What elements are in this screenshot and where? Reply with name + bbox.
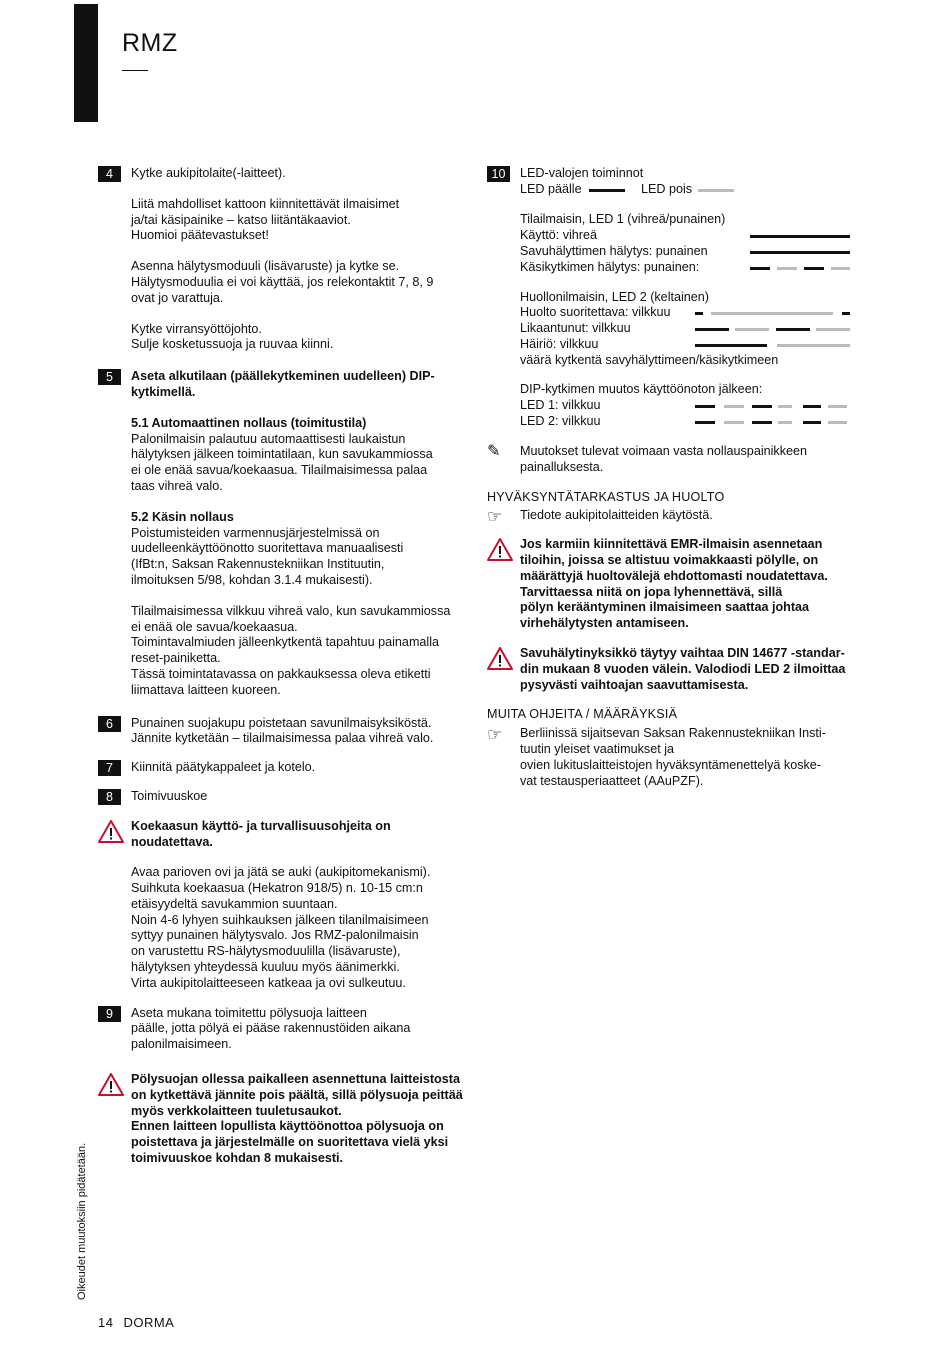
led-pattern xyxy=(695,344,850,347)
warning-dust-cover xyxy=(98,1072,470,1167)
left-column xyxy=(98,166,470,1181)
note-reset xyxy=(487,444,857,476)
header-bar xyxy=(74,4,98,122)
section-heading-inspection: HYVÄKSYNTÄTARKASTUS JA HUOLTO xyxy=(487,489,725,504)
warning-dust xyxy=(487,537,857,632)
info-text: Tiedote aukipitolaitteiden käytöstä. xyxy=(520,508,713,523)
led-on-label: LED päälle xyxy=(520,181,582,196)
led-on-line xyxy=(589,189,625,192)
warning-text: Jos karmiin kiinnitettävä EMR-ilmaisin asennetaan tiloihin, joissa se altistuu voimakkaasti pölylle, on määrättyjä huoltovälejä ehdottomasti noudatettava. Tarvittaessa niitä on jopa lyhennettävä, sillä pölyn kerääntyminen ilmaisimeen saattaa johtaa virhehälytysten antamiseen. xyxy=(520,537,828,631)
step-number: 4 xyxy=(98,166,121,182)
step-6 xyxy=(98,716,470,748)
led2-row-4: väärä kytkentä savyhälyttimeen/käsikytkimeen xyxy=(520,353,779,368)
warning-replace xyxy=(487,646,857,693)
step-5 xyxy=(98,369,470,698)
right-column xyxy=(487,166,857,803)
step-10 xyxy=(487,166,857,198)
warning-text: Koekaasun käyttö- ja turvallisuusohjeita on noudatettava. xyxy=(131,818,391,849)
led1-row-2: Savuhälyttimen hälytys: punainen xyxy=(520,244,857,260)
dip-row-2: LED 2: vilkkuu xyxy=(520,414,857,430)
step-7 xyxy=(98,760,470,776)
brand-name: DORMA xyxy=(123,1315,175,1330)
led2-section xyxy=(487,290,857,370)
note-text: Muutokset tulevat voimaan vasta nollauspainikkeen painalluksesta. xyxy=(520,443,808,474)
step-4-para-3: Kytke virransyöttöjohto. Sulje kosketussuoja ja ruuvaa kiinni. xyxy=(131,321,334,352)
led-pattern xyxy=(750,267,850,270)
page-number: 14 xyxy=(98,1315,114,1330)
led-legend xyxy=(520,182,857,198)
pencil-icon: ✎ xyxy=(487,442,501,460)
pointing-hand-icon: ☞ xyxy=(487,725,503,745)
led-pattern xyxy=(695,312,850,315)
led2-row-1: Huolto suoritettava: vilkkuu xyxy=(520,305,857,321)
led-pattern xyxy=(695,328,850,331)
step-number: 10 xyxy=(487,166,510,182)
step-7-text: Kiinnitä päätykappaleet ja kotelo. xyxy=(131,760,316,775)
dip-section xyxy=(487,382,857,430)
led2-row-3: Häiriö: vilkkuu xyxy=(520,337,857,353)
step-number: 7 xyxy=(98,760,121,776)
warning-icon xyxy=(487,647,513,670)
step-9 xyxy=(98,1006,470,1053)
step-10-title: LED-valojen toiminnot xyxy=(520,166,644,180)
step-5-para: Tilailmaisimessa vilkkuu vihreä valo, kun savukammiossa ei enää ole savua/koekaasua. Toimintavalmiuden jälleenkytkentä tapahtuu painamalla reset-painiketta. Tässä toimintatavassa on pakkauksessa oleva etiketti liimattava laitteen kuoreen. xyxy=(131,603,451,697)
pointing-hand-icon: ☞ xyxy=(487,507,503,527)
step-4-para-1: Liitä mahdolliset kattoon kiinnitettävät ilmaisimet ja/tai käsipainike – katso liitäntäkaaviot. Huomioi päätevastukset! xyxy=(131,196,400,243)
warning-test-gas xyxy=(98,819,470,992)
section-heading-regulations: MUITA OHJEITA / MÄÄRÄYKSIÄ xyxy=(487,707,678,722)
step-number: 5 xyxy=(98,369,121,385)
step-5-1: 5.1 Automaattinen nollaus (toimitustila) Palonilmaisin palautuu automaattisesti laukaistun hälytyksen jälkeen toimintatilaan, kun savukammiossa ei ole enää savua/koekaasua. Tilailmaisimessa palaa taas vihreä valo. xyxy=(131,415,433,493)
step-5-2: 5.2 Käsin nollaus Poistumisteiden varmennusjärjestelmissä on uudelleenkäyttöönotto suoritettava manuaalisesti (IfBt:n, Saksan Rakennustekniikan Instituutin, ilmoituksen 5/98, kohdan 3.1.4 mukaisesti). xyxy=(131,509,404,587)
step-8-text: Toimivuuskoe xyxy=(131,788,208,803)
warning-text: Savuhälytinyksikkö täytyy vaihtaa DIN 14677 -standar- din mukaan 8 vuoden välein. Valodiodi LED 2 ilmoittaa pysyvästi vaihtoajan saavuttamisesta. xyxy=(520,645,846,692)
warning-icon xyxy=(487,538,513,561)
led2-title: Huollonilmaisin, LED 2 (keltainen) xyxy=(520,289,709,304)
dip-title: DIP-kytkimen muutos käyttöönoton jälkeen: xyxy=(520,382,763,397)
led-pattern xyxy=(750,251,850,254)
dip-row-1: LED 1: vilkkuu xyxy=(520,398,857,414)
step-6-text: Punainen suojakupu poistetaan savunilmaisyksiköstä. Jännite kytketään – tilailmaisimessa palaa vihreä valo. xyxy=(131,715,434,746)
step-4-title: Kytke aukipitolaite(-laitteet). xyxy=(131,166,286,180)
led1-row-1: Käyttö: vihreä xyxy=(520,228,857,244)
step-9-text: Aseta mukana toimitettu pölysuoja laitteen päälle, jotta pölyä ei pääse rakennustöiden aikana palonilmaisimeen. xyxy=(131,1005,411,1052)
led1-section xyxy=(487,212,857,276)
page-title: RMZ xyxy=(122,29,178,57)
info-regulations xyxy=(487,726,857,789)
led1-row-3: Käsikytkimen hälytys: punainen: xyxy=(520,260,857,276)
title-rule xyxy=(122,70,148,71)
led-pattern xyxy=(695,405,847,408)
warning-icon xyxy=(98,1073,124,1096)
led1-title: Tilailmaisin, LED 1 (vihreä/punainen) xyxy=(520,211,726,226)
led-off-label: LED pois xyxy=(641,181,693,196)
warning-text: Pölysuojan ollessa paikalleen asennettuna laitteistosta on kytkettävä jännite pois päältä, sillä pölysuoja peittää myös verkkolaitteen tuuletusaukot. Ennen laitteen lopullista käyttöönottoa pölysuoja on poistettava ja järjestelmälle on suoritettava vielä yksi toimivuuskoe kohdan 8 mukaisesti. xyxy=(131,1072,463,1166)
step-number: 8 xyxy=(98,789,121,805)
info-text: Berliinissä sijaitsevan Saksan Rakennustekniikan Insti- tuutin yleiset vaatimukset ja ovien lukituslaitteistojen hyväksyntämenettelyä koske- vat testausperiaatteet (AAuPZF). xyxy=(520,726,826,788)
led2-row-2: Likaantunut: vilkkuu xyxy=(520,321,857,337)
led-pattern xyxy=(750,235,850,238)
step-5-title: Aseta alkutilaan (päällekytkeminen uudelleen) DIP- kytkimellä. xyxy=(131,369,435,399)
step-number: 6 xyxy=(98,716,121,732)
step-number: 9 xyxy=(98,1006,121,1022)
warning-icon xyxy=(98,820,124,843)
led-pattern xyxy=(695,421,847,424)
step-8-para: Avaa parioven ovi ja jätä se auki (aukipitomekanismi). Suihkuta koekaasua (Hekatron 918/5) n. 10-15 cm:n etäisyydeltä savukammion suuntaan. Noin 4-6 lyhyen suihkauksen jälkeen tilanilmaisimeen syttyy punainen hälytysvalo. Jos RMZ-palonilmaisin on varustettu RS-hälytysmoduulilla (lisävaruste), hälytyksen yhteydessä kuuluu myös äänimerkki. Virta aukipitolaitteeseen katkeaa ja ovi sulkeutuu. xyxy=(131,865,431,990)
step-4-para-2: Asenna hälytysmoduuli (lisävaruste) ja kytke se. Hälytysmoduulia ei voi käyttää, jos relekontaktit 7, 8, 9 ovat jo varattuja. xyxy=(131,259,434,305)
info-door-holders xyxy=(487,507,857,527)
rights-reserved-note: Oikeudet muutoksiin pidätetään. xyxy=(76,1142,88,1300)
led-off-line xyxy=(698,189,734,192)
step-4 xyxy=(98,166,470,353)
footer xyxy=(98,1315,184,1331)
step-8 xyxy=(98,789,470,805)
